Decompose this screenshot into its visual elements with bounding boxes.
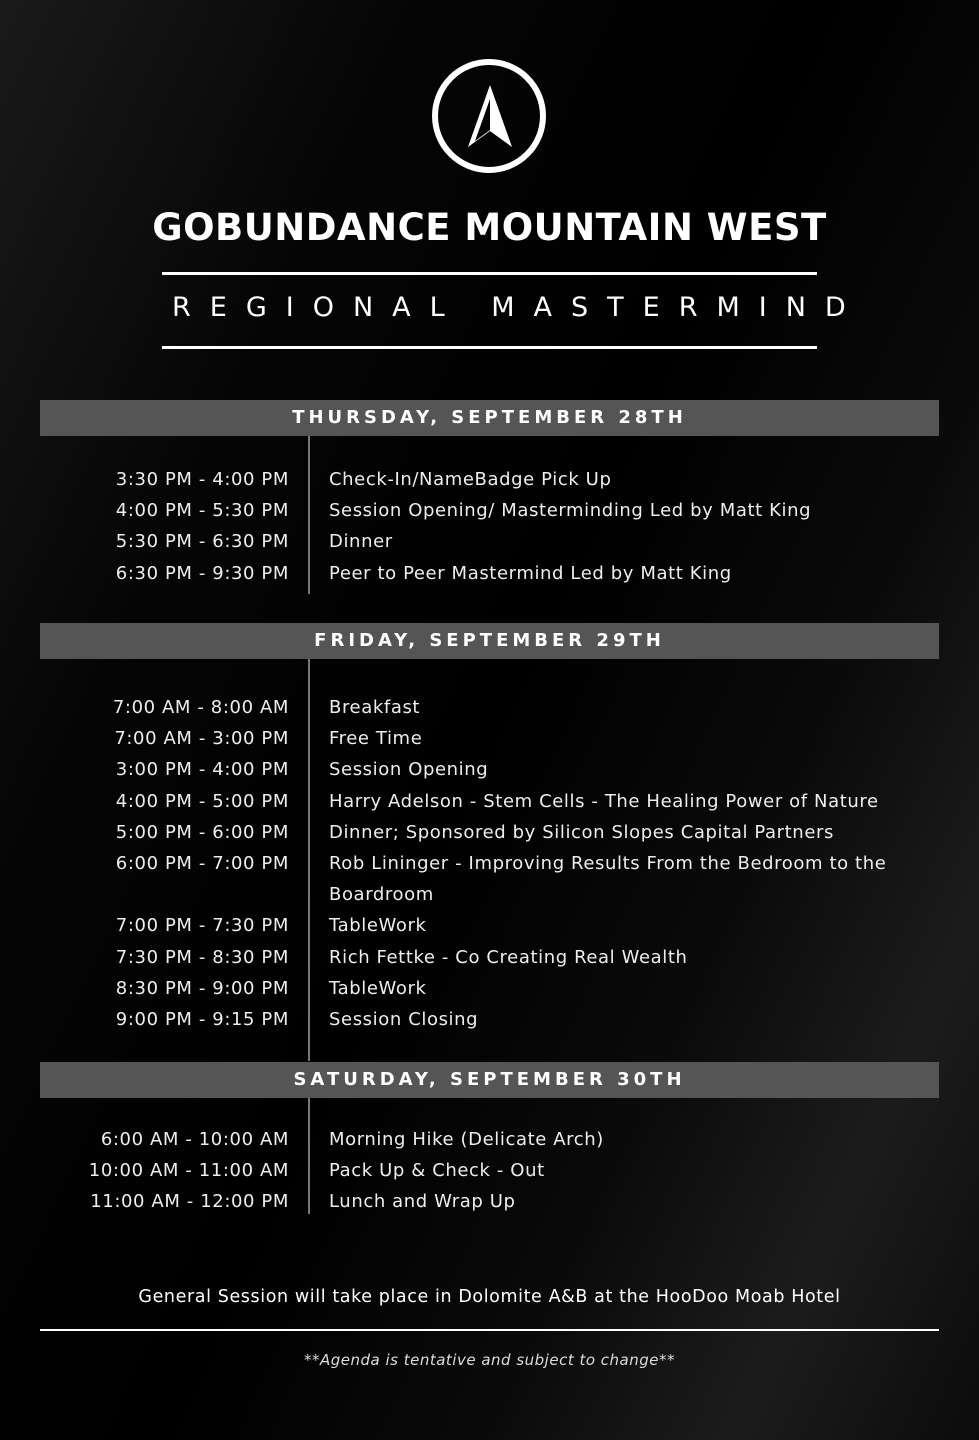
item-time: 8:30 PM - 9:00 PM [115, 977, 289, 999]
item-description: Pack Up & Check - Out [329, 1160, 545, 1182]
item-description: Check-In/NameBadge Pick Up [329, 469, 612, 490]
day-header-saturday: SATURDAY, SEPTEMBER 30TH [40, 1062, 939, 1098]
item-time: 11:00 AM - 12:00 PM [90, 1191, 289, 1213]
item-description: Dinner [329, 531, 393, 553]
schedule-item [0, 973, 979, 1004]
disclaimer-note: **Agenda is tentative and subject to change** [303, 1351, 675, 1369]
item-description: Peer to Peer Mastermind Led by Matt King [329, 562, 732, 584]
item-description: Session Opening/ Masterminding Led by Matt King [329, 500, 812, 522]
day-header-friday: FRIDAY, SEPTEMBER 29TH [40, 623, 939, 659]
item-time: 9:00 PM - 9:15 PM [115, 1009, 289, 1031]
item-time: 4:00 PM - 5:30 PM [115, 500, 289, 522]
schedule-item [0, 526, 979, 557]
item-time: 5:30 PM - 6:30 PM [115, 531, 289, 553]
item-description: Rob Lininger - Improving Results From the Bedroom to the Boardroom [329, 853, 887, 906]
footer-divider [40, 1329, 939, 1331]
item-time: 3:00 PM - 4:00 PM [115, 759, 289, 781]
schedule-item [0, 1124, 979, 1155]
page-title: GOBUNDANCE MOUNTAIN WEST [152, 206, 827, 249]
item-description: Dinner; Sponsored by Silicon Slopes Capital Partners [329, 821, 834, 843]
schedule-item [0, 754, 979, 785]
schedule-item [0, 817, 979, 848]
item-time: 6:30 PM - 9:30 PM [115, 562, 289, 584]
item-description: Lunch and Wrap Up [329, 1191, 516, 1213]
item-time: 4:00 PM - 5:00 PM [115, 790, 289, 812]
schedule-item [0, 1004, 979, 1035]
item-time: 6:00 AM - 10:00 AM [100, 1129, 289, 1150]
item-time: 7:00 AM - 3:00 PM [114, 728, 289, 750]
schedule-item [0, 1155, 979, 1186]
item-description: TableWork [329, 915, 427, 937]
item-description: Breakfast [329, 697, 421, 718]
title-divider [162, 272, 817, 275]
schedule-item [0, 495, 979, 526]
schedule-item [0, 942, 979, 973]
item-description: Session Closing [329, 1009, 479, 1031]
schedule-item [0, 692, 979, 723]
item-time: 7:30 PM - 8:30 PM [115, 946, 289, 968]
item-time: 7:00 AM - 8:00 AM [112, 697, 289, 718]
schedule-item [0, 786, 979, 817]
item-description: Rich Fettke - Co Creating Real Wealth [329, 946, 688, 968]
schedule-saturday [0, 1124, 979, 1218]
schedule-item [0, 723, 979, 754]
day-header-thursday: THURSDAY, SEPTEMBER 28TH [40, 400, 939, 436]
compass-arrow-logo-icon [432, 59, 546, 173]
schedule-item [0, 1186, 979, 1217]
schedule-item [0, 464, 979, 495]
item-description: Session Opening [329, 759, 489, 781]
schedule-item [0, 910, 979, 941]
item-time: 10:00 AM - 11:00 AM [88, 1160, 289, 1182]
schedule-friday [0, 692, 979, 1035]
subtitle-divider [162, 346, 817, 349]
schedule-thursday [0, 464, 979, 589]
page-subtitle: REGIONAL MASTERMIND [172, 292, 865, 323]
schedule-item [0, 558, 979, 589]
item-description: Harry Adelson - Stem Cells - The Healing Power of Nature [329, 790, 879, 812]
venue-note: General Session will take place in Dolomite A&B at the HooDoo Moab Hotel [138, 1287, 841, 1307]
item-time: 7:00 PM - 7:30 PM [115, 915, 289, 937]
item-description: TableWork [329, 977, 427, 999]
item-description: Morning Hike (Delicate Arch) [329, 1129, 604, 1150]
item-description: Free Time [329, 728, 423, 750]
item-time: 6:00 PM - 7:00 PM [115, 853, 289, 875]
item-time: 3:30 PM - 4:00 PM [115, 469, 289, 490]
schedule-item [0, 848, 979, 910]
item-time: 5:00 PM - 6:00 PM [115, 821, 289, 843]
